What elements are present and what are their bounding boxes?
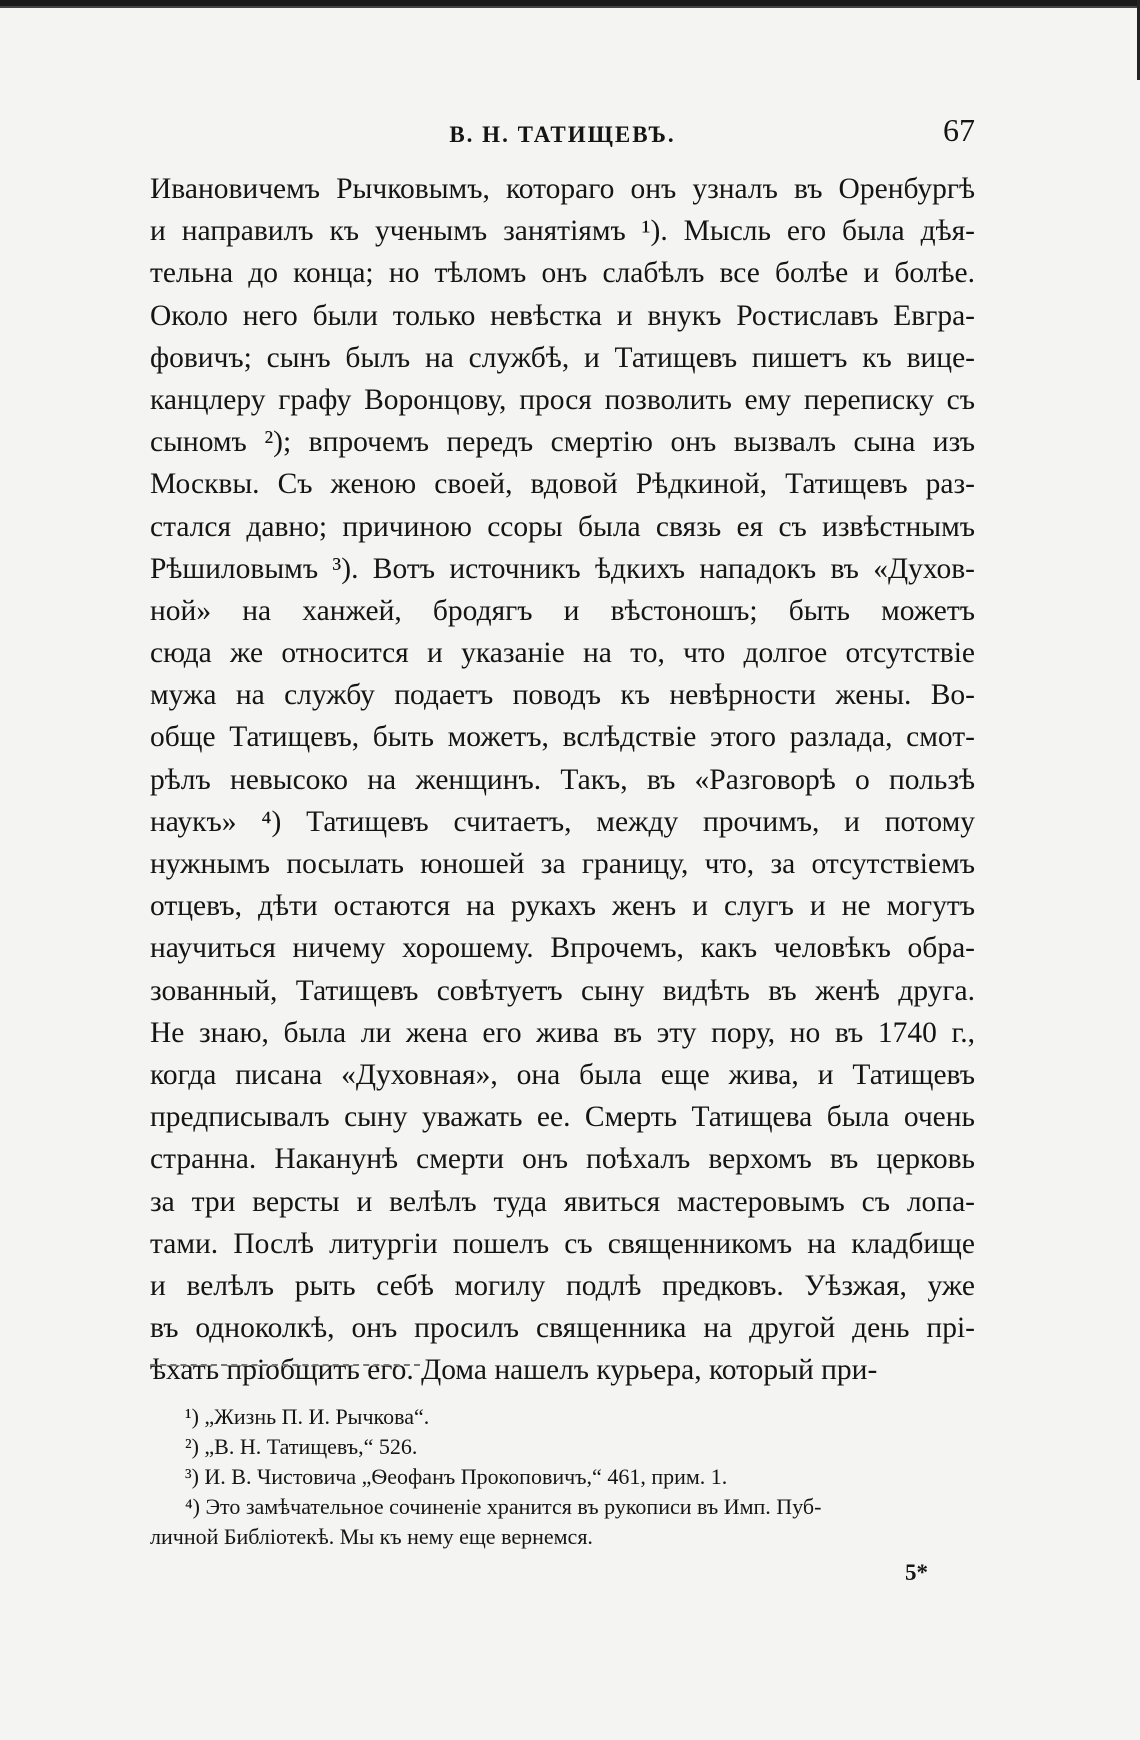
text-line: отцевъ, дѣти остаются на рукахъ женъ и слугъ и не могутъ (150, 890, 975, 923)
text-line: нужнымъ посылать юношей за границу, что, за отсутствіемъ (150, 848, 975, 880)
text-line: рѣлъ невысоко на женщинъ. Такъ, въ «Разговорѣ о пользѣ (150, 763, 975, 796)
text-line: канцлеру графу Воронцову, прося позволить ему переписку съ (150, 383, 975, 416)
text-line: ной» на ханжей, бродягъ и вѣстоношъ; быть можетъ (150, 594, 975, 627)
top-border-rule (0, 0, 1140, 12)
text-line: странна. Наканунѣ смерти онъ поѣхалъ верхомъ въ церковь (150, 1143, 975, 1176)
text-line: и направилъ къ ученымъ занятіямъ ¹). Мысль его была дѣя- (150, 215, 975, 248)
text-line: Москвы. Съ женою своей, вдовой Рѣдкиной, Татищевъ раз- (150, 468, 975, 501)
text-line: Около него были только невѣстка и внукъ Ростиславъ Евгра- (150, 299, 975, 332)
footnote-separator (150, 1364, 420, 1366)
text-line: Рѣшиловымъ ³). Вотъ источникъ ѣдкихъ нападокъ въ «Духов- (150, 552, 975, 585)
text-line: Не знаю, была ли жена его жива въ эту пору, но въ 1740 г., (150, 1016, 975, 1049)
text-line: зованный, Татищевъ совѣтуетъ сыну видѣть въ женѣ друга. (150, 974, 975, 1007)
running-head-title: В. Н. ТАТИЩЕВЪ. (449, 122, 676, 147)
footnotes (150, 1402, 975, 1552)
text-line: тами. Послѣ литургіи пошелъ съ священникомъ на кладбище (150, 1227, 975, 1260)
footnote-2: ²) „В. Н. Татищевъ,“ 526. (185, 1434, 418, 1459)
page-number: 67 (943, 112, 975, 148)
body-text (150, 168, 975, 1391)
text-line: предписывалъ сыну уважать ее. Смерть Татищева была очень (150, 1101, 975, 1134)
text-line: фовичъ; сынъ былъ на службѣ, и Татищевъ пишетъ къ вице- (150, 341, 975, 374)
footnote-3: ³) И. В. Чистовича „Ѳеофанъ Прокоповичъ,“ 461, прим. 1. (185, 1464, 728, 1489)
text-line: когда писана «Духовная», она была еще жива, и Татищевъ (150, 1058, 975, 1091)
footnote-4: ⁴) Это замѣчательное сочиненіе хранится въ рукописи въ Имп. Пуб- (185, 1494, 822, 1519)
text-line: тельна до конца; но тѣломъ онъ слабѣлъ все болѣе и болѣе. (150, 257, 975, 290)
running-head (150, 112, 975, 152)
text-line: ѣхать пріобщить его. Дома нашелъ курьера, который при- (150, 1354, 878, 1387)
footnote-4-continued: личной Библіотекѣ. Мы къ нему еще вернемся. (150, 1524, 593, 1549)
text-line: мужа на службу подаетъ поводъ къ невѣрности жены. Во- (150, 679, 975, 712)
text-line: обще Татищевъ, быть можетъ, вслѣдствіе этого разлада, смот- (150, 721, 975, 754)
text-line: за три версты и велѣлъ туда явиться мастеровымъ съ лопа- (150, 1185, 975, 1218)
text-line: научиться ничему хорошему. Впрочемъ, какъ человѣкъ обра- (150, 932, 975, 965)
text-line: Ивановичемъ Рычковымъ, котораго онъ узналъ въ Оренбургѣ (150, 173, 975, 205)
signature-mark: 5* (905, 1560, 928, 1585)
footnote-1: ¹) „Жизнь П. И. Рычкова“. (185, 1404, 430, 1429)
text-line: въ одноколкѣ, онъ просилъ священника на другой день прі- (150, 1312, 975, 1345)
text-line: наукъ» ⁴) Татищевъ считаетъ, между прочимъ, и потому (150, 805, 975, 838)
text-line: сыномъ ²); впрочемъ передъ смертію онъ вызвалъ сына изъ (150, 426, 975, 459)
text-line: стался давно; причиною ссоры была связь ея съ извѣстнымъ (150, 510, 975, 543)
text-line: и велѣлъ рыть себѣ могилу подлѣ предковъ. Уѣзжая, уже (150, 1269, 975, 1302)
text-line: сюда же относится и указаніе на то, что долгое отсутствіе (150, 637, 975, 670)
